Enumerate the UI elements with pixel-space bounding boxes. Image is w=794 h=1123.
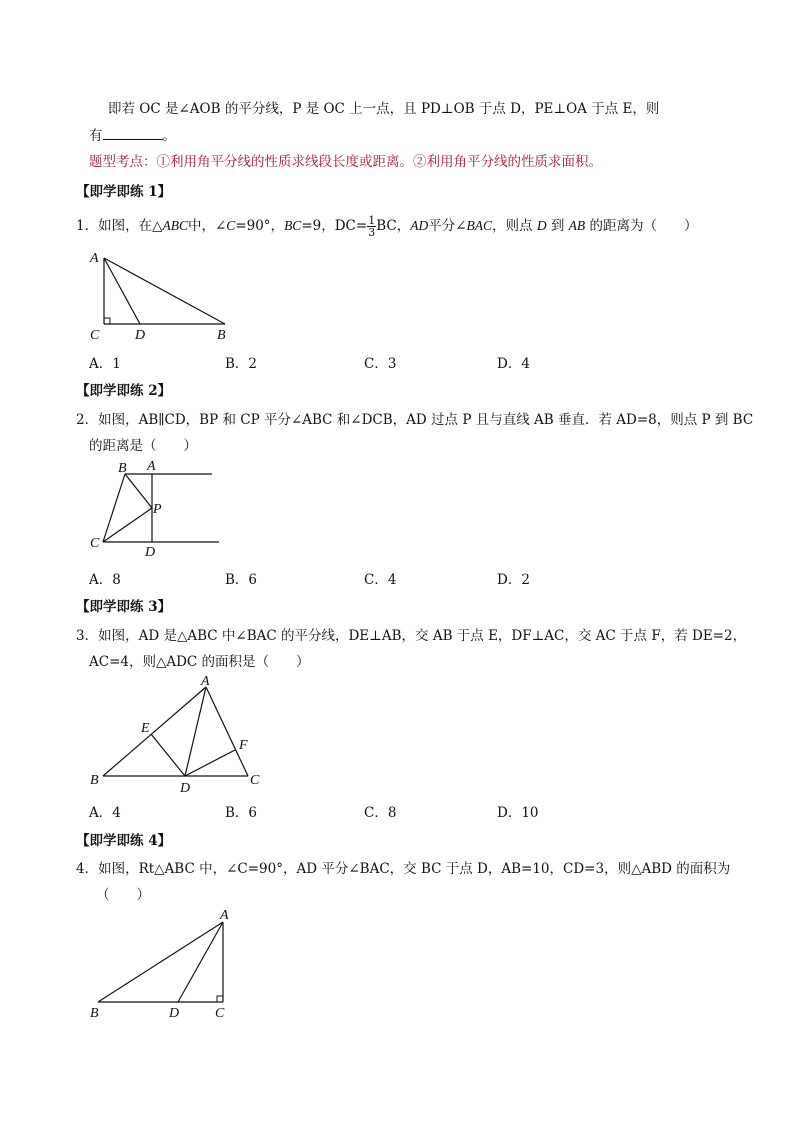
fig4-label-b: B [90,1006,99,1021]
q1-var: AD [410,218,429,233]
figure-3 [85,672,270,797]
fig3-label-f: F [239,738,248,753]
section-heading-2: 【即学即练 2】 [76,383,172,399]
fraction [367,215,376,238]
intro-line-2-suffix: 。 [162,128,176,144]
q1-var: BAC [466,218,493,233]
question-4-line-1: 4．如图，Rt△ABC 中，∠C=90°，AD 平分∠BAC，交 BC 于点 D，AB=10，CD=3，则△ABD 的面积为 [76,861,731,877]
fig3-label-a: A [201,674,210,689]
figure-4 [85,904,245,1024]
question-2-line-2: 的距离是（ ） [89,438,197,454]
q1-option-c[interactable]: C．3 [364,356,397,372]
q2-option-a[interactable]: A．8 [89,572,121,588]
intro-line-2-prefix: 有 [89,128,103,144]
fig3-label-b: B [90,773,99,788]
question-3-line-2: AC=4，则△ADC 的面积是（ ） [89,654,310,670]
fig3-label-d: D [180,781,191,796]
q1-option-d[interactable]: D．4 [497,356,530,372]
fig2-label-c: C [90,536,100,551]
fig4-label-a: A [220,908,229,923]
figure-1 [85,248,245,344]
fig1-label-b: B [217,328,226,343]
fraction-numerator: 1 [368,214,376,227]
question-2-line-1: 2．如图，AB∥CD，BP 和 CP 平分∠ABC 和∠DCB，AD 过点 P 且与直线 AB 垂直．若 AD=8，则点 P 到 BC [76,412,754,428]
question-4-line-2: （ ） [96,887,150,903]
q1-text: 平分∠ [428,218,467,234]
q1-var: D [536,218,547,233]
topic-line: 题型考点：①利用角平分线的性质求线段长度或距离。②利用角平分线的性质求面积。 [89,154,602,170]
q3-option-d[interactable]: D．10 [497,805,539,821]
q1-text: 1．如图，在△ [76,218,163,234]
q1-option-b[interactable]: B．2 [225,356,258,372]
q1-var: BC [284,218,302,233]
answer-blank [103,127,163,140]
question-1 [76,214,697,238]
section-heading-4: 【即学即练 4】 [76,833,172,849]
intro-line-1: 即若 OC 是∠AOB 的平分线，P 是 OC 上一点，且 PD⊥OB 于点 D，PE⊥OA 于点 E，则 [108,101,660,117]
fraction-denominator: 3 [368,226,376,239]
q3-option-c[interactable]: C．8 [364,805,397,821]
q2-option-d[interactable]: D．2 [497,572,530,588]
q1-text: 的距离为（ ） [585,218,698,234]
question-3-line-1: 3．如图，AD 是△ABC 中∠BAC 的平分线，DE⊥AB，交 AB 于点 E，DF⊥AC，交 AC 于点 F，若 DE=2， [76,628,747,644]
fig1-label-d: D [135,328,146,343]
fig2-label-p: P [153,502,162,517]
q1-var: AB [568,218,586,233]
q1-text: =9，DC= [301,218,368,234]
fig2-label-b: B [118,461,127,476]
q1-text: BC， [376,218,411,234]
q1-var: ABC [162,218,188,233]
q1-text: =90°， [235,218,285,234]
fig2-label-d: D [145,545,156,560]
q1-var: C [226,218,236,233]
figure-2 [85,456,225,561]
section-heading-3: 【即学即练 3】 [76,599,172,615]
fig2-label-a: A [147,459,156,474]
fig4-label-d: D [169,1006,180,1021]
intro-line-2 [89,124,176,144]
fig4-label-c: C [215,1006,225,1021]
fig1-label-c: C [90,328,100,343]
q1-option-a[interactable]: A．1 [89,356,121,372]
q3-option-b[interactable]: B．6 [225,805,258,821]
fig3-label-c: C [250,773,260,788]
q1-text: 到 [546,218,569,234]
fig1-label-a: A [90,251,99,266]
fig3-label-e: E [141,721,150,736]
q1-text: ，则点 [492,218,537,234]
q2-option-b[interactable]: B．6 [225,572,258,588]
q2-option-c[interactable]: C．4 [364,572,397,588]
q3-option-a[interactable]: A．4 [89,805,121,821]
q1-text: 中，∠ [187,218,227,234]
section-heading-1: 【即学即练 1】 [76,184,172,200]
